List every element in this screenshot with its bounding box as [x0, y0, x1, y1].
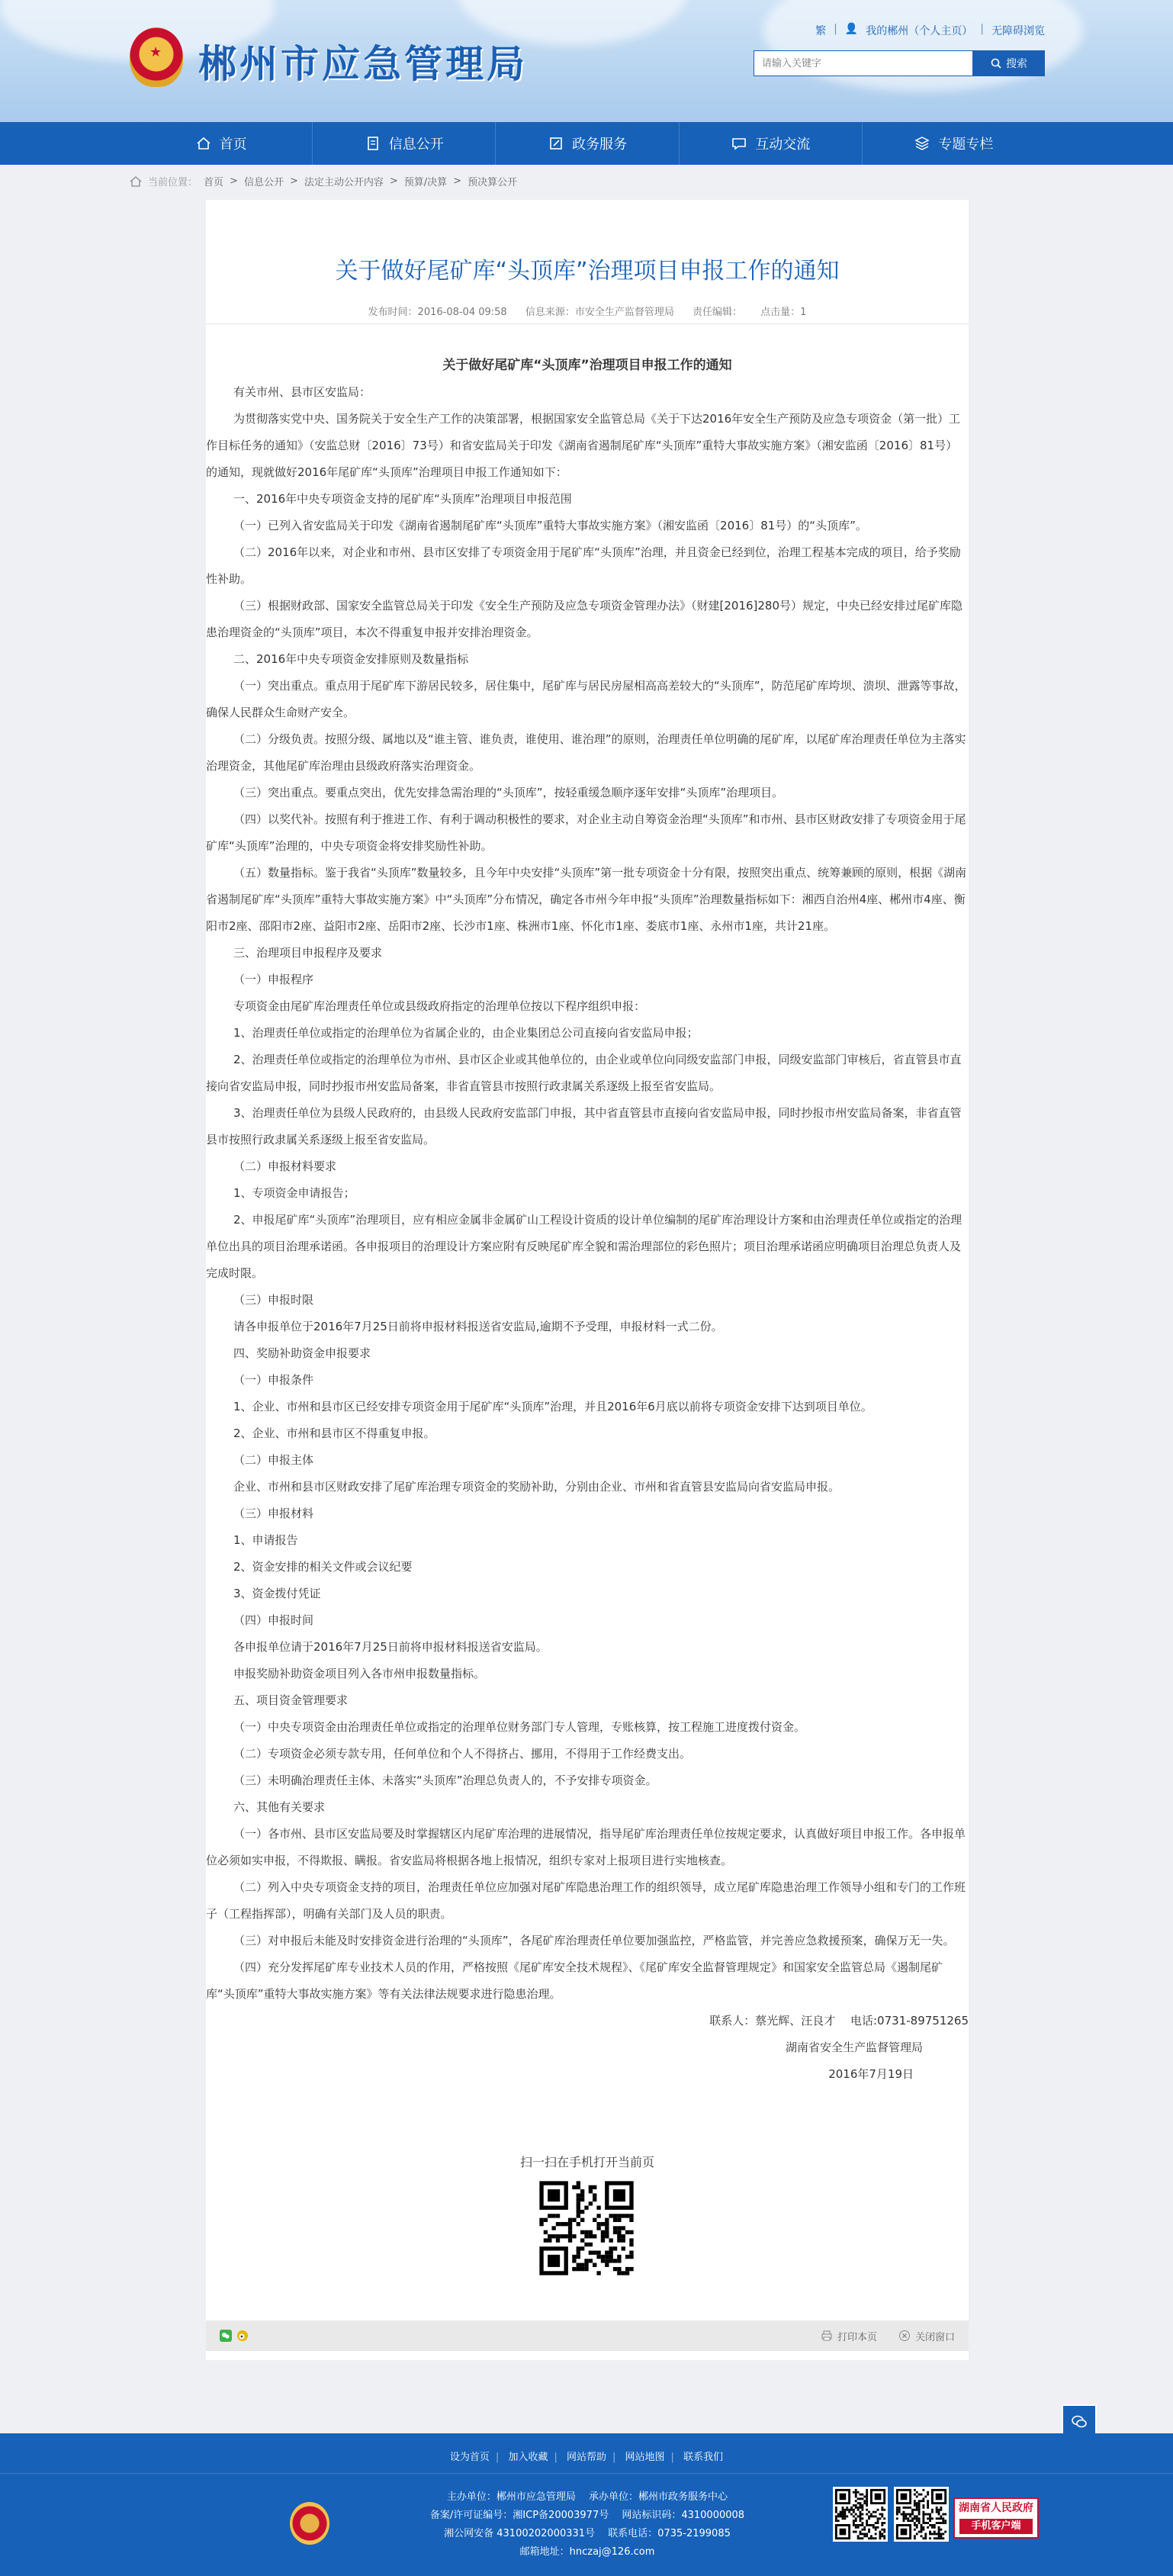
article-paragraph: 五、项目资金管理要求 — [233, 1693, 349, 1707]
signature-org: 湖南省安全生产监督管理局 — [785, 2041, 923, 2054]
footer-icp: 备案/许可证编号：湘ICP备20003977号 网站标识码：4310000008 — [429, 2510, 745, 2521]
article-paragraph: 请各申报单位于2016年7月25日前将申报材料报送省安监局,逾期不予受理，申报材料一式二份。 — [233, 1320, 723, 1333]
search-input[interactable] — [754, 50, 973, 76]
article-paragraph: 一、2016年中央专项资金支持的尾矿库“头顶库”治理项目申报范围 — [233, 492, 572, 506]
article-paragraph: 申报奖励补助资金项目列入各市州申报数量指标。 — [233, 1667, 486, 1680]
article-paragraph: （二）分级负责。按照分级、属地以及“谁主管、谁负责，谁使用、谁治理”的原则，治理责任单位明确的尾矿库，以尾矿库治理责任单位为主落实治理资金，其他尾矿库治理由县级政府落实治理资金。 — [206, 732, 966, 773]
info-source: 信息来源：市安全生产监督管理局 — [525, 307, 674, 318]
separator: | — [980, 23, 984, 35]
article-paragraph: （三）突出重点。要重点突出，优先安排急需治理的“头顶库”，按轻重缓急顺序逐年安排“头顶库”治理项目。 — [233, 786, 784, 799]
article-paragraph: （三）申报材料 — [233, 1507, 314, 1520]
nav-item-interaction[interactable] — [680, 122, 863, 165]
nav-item-home[interactable] — [130, 122, 313, 165]
toolbar-actions — [821, 2329, 955, 2343]
article-paragraph: 1、企业、市州和县市区已经安排专项资金用于尾矿库“头顶库”治理，并且2016年6月底以前将专项资金安排下达到项目单位。 — [233, 1400, 873, 1413]
article-paragraph: 企业、市州和县市区财政安排了尾矿库治理专项资金的奖励补助，分别由企业、市州和省直管县安监局向省安监局申报。 — [233, 1480, 840, 1494]
share-icons — [220, 2330, 249, 2342]
accessibility-link[interactable]: 无障碍浏览 — [991, 25, 1045, 37]
weibo-share-icon[interactable] — [236, 2330, 249, 2342]
layers-icon — [914, 135, 930, 152]
breadcrumb-item[interactable]: 首页 — [204, 177, 224, 188]
separator: | — [554, 2452, 558, 2463]
home-icon — [130, 176, 142, 187]
article-paragraph: 3、资金拨付凭证 — [233, 1587, 321, 1600]
article-body — [206, 352, 969, 2088]
body-title: 关于做好尾矿库“头顶库”治理项目申报工作的通知 — [442, 358, 732, 373]
hunan-gov-app-badge[interactable] — [953, 2497, 1039, 2539]
article-paragraph: （一）各市州、县市区安监局要及时掌握辖区内尾矿库治理的进展情况，指导尾矿库治理责任单位按规定要求，认真做好项目申报工作。各申报单位必须如实申报，不得欺报、瞒报。省安监局将根据各地上报情况，组织专家对上报项目进行实地核查。 — [206, 1827, 966, 1867]
article-paragraph: 1、申请报告 — [233, 1533, 298, 1547]
close-window-button[interactable] — [898, 2329, 955, 2343]
article-paragraph: 二、2016年中央专项资金安排原则及数量指标 — [233, 652, 469, 666]
nav-item-gov-services[interactable] — [496, 122, 679, 165]
breadcrumb-item[interactable]: 法定主动公开内容 — [304, 177, 384, 188]
separator: | — [834, 23, 837, 35]
paragraph-list — [206, 379, 969, 2008]
qr-caption: 扫一扫在手机打开当前页 — [519, 2155, 654, 2169]
article-title: 关于做好尾矿库“头顶库”治理项目申报工作的通知 — [335, 258, 840, 285]
qr-code-image — [535, 2177, 638, 2279]
wechat-share-icon[interactable] — [220, 2330, 232, 2342]
breadcrumb-separator: > — [453, 175, 462, 187]
article-paragraph: 四、奖励补助资金申报要求 — [233, 1346, 371, 1360]
article-paragraph: （五）数量指标。鉴于我省“头顶库”数量较多，且今年中央安排“头顶库”第一批专项资金十分有限，按照突出重点、统筹兼顾的原则，根据《湖南省遏制尾矿库“头顶库”重特大事故实施方案》中“头顶库”分布情况，确定各市州今年申报“头顶库”治理数量指标如下：湘西自治州4座、郴州市4座、衡阳市2座、邵阳市2座、益阳市2座、岳阳市2座、长沙市1座、株洲市1座、怀化市1座、娄底市1座、永州市1座，共计21座。 — [206, 866, 967, 933]
footer-link-help[interactable]: 网站帮助 — [566, 2452, 606, 2463]
article-paragraph: （三）根据财政部、国家安全监管总局关于印发《安全生产预防及应急专项资金管理办法》（财建[2016]280号）规定，中央已经安排过尾矿库隐患治理资金的“头顶库”项目，本次不得重复申报并安排治理资金。 — [206, 599, 963, 639]
gov-badge-title: 湖南省人民政府 — [959, 2502, 1033, 2514]
view-count: 点击量：1 — [760, 307, 807, 318]
breadcrumb-separator: > — [389, 175, 398, 187]
footer-host: 主办单位：郴州市应急管理局 承办单位：郴州市政务服务中心 — [446, 2491, 728, 2503]
article-paragraph: （一）申报条件 — [233, 1373, 314, 1387]
nav-label: 首页 — [219, 137, 247, 153]
article-paragraph: 2、资金安排的相关文件或会议纪要 — [233, 1560, 413, 1574]
breadcrumb-separator: > — [230, 175, 238, 187]
nav-label: 互动交流 — [755, 137, 811, 153]
nav-item-special-topics[interactable] — [863, 122, 1045, 165]
signature-date: 2016年7月19日 — [828, 2067, 914, 2081]
search-button[interactable] — [973, 50, 1045, 76]
footer-divider — [0, 2473, 1173, 2474]
site-title[interactable]: 郴州市应急管理局 — [198, 42, 528, 86]
article-paragraph: （二）申报主体 — [233, 1453, 314, 1467]
footer-info — [381, 2488, 793, 2562]
article-paragraph: （四）申报时间 — [233, 1613, 314, 1627]
footer-links — [0, 2449, 1173, 2463]
printer-icon — [821, 2330, 833, 2342]
article-paragraph: （三）对申报后未能及时安排资金进行治理的“头顶库”，各尾矿库治理责任单位要加强监控，严格监管，并完善应急救援预案，确保万无一失。 — [233, 1934, 955, 1947]
article-paragraph: （一）突出重点。重点用于尾矿库下游居民较多，居住集中，尾矿库与居民房屋相高高差较大的“头顶库”，防范尾矿库垮坝、溃坝、泄露等事故，确保人民群众生命财产安全。 — [206, 679, 966, 719]
article-paragraph: 六、其他有关要求 — [233, 1800, 326, 1814]
site-footer — [0, 2433, 1173, 2576]
traditional-chinese-link[interactable]: 繁 — [815, 25, 827, 37]
footer-link-favorite[interactable]: 加入收藏 — [508, 2452, 548, 2463]
article-paragraph: （三）未明确治理责任主体、未落实“头顶库”治理总负责人的，不予安排专项资金。 — [233, 1774, 657, 1787]
close-label: 关闭窗口 — [914, 2331, 955, 2343]
breadcrumb-item[interactable]: 预决算公开 — [468, 177, 518, 188]
gov-badge-subtitle: 手机客户端 — [959, 2519, 1033, 2534]
article-paragraph: （四）充分发挥尾矿库专业技术人员的作用，严格按照《尾矿库安全技术规程》、《尾矿库安全监督管理规定》和国家安全监管总局《遏制尾矿库“头顶库”重特大事故实施方案》等有关法律法规要求进行隐患治理。 — [206, 1960, 943, 2001]
party-gov-badge-icon[interactable] — [290, 2502, 329, 2545]
separator: | — [670, 2452, 674, 2463]
header-cloud — [763, 0, 1083, 92]
search-bar — [754, 50, 1045, 76]
nav-label: 政务服务 — [572, 137, 627, 153]
publish-date: 发布时间：2016-08-04 09:58 — [368, 307, 507, 318]
user-icon: 👤 — [844, 23, 859, 35]
breadcrumb-separator: > — [289, 175, 298, 187]
article-paragraph: 为贯彻落实党中央、国务院关于安全生产工作的决策部署，根据国家安全监管总局《关于下达2016年安全生产预防及应急专项资金（第一批）工作目标任务的通知》（安监总财〔2016〕73号）和省安监局关于印发《湖南省遏制尾矿库“头顶库”重特大事故实施方案》（湘安监函〔2016〕81号）的通知，现就做好2016年尾矿库“头顶库”治理项目申报工作通知如下： — [206, 412, 961, 479]
article-paragraph: （三）申报时限 — [233, 1293, 314, 1307]
article-paragraph: 1、治理责任单位或指定的治理单位为省属企业的，由企业集团总公司直接向省安监局申报； — [233, 1026, 699, 1040]
article-paragraph: （一）申报程序 — [233, 973, 314, 986]
breadcrumb — [130, 174, 517, 188]
article-toolbar — [206, 2320, 969, 2351]
breadcrumb-item[interactable]: 预算/决算 — [403, 177, 448, 188]
wechat-icon — [1070, 2413, 1088, 2431]
article-paragraph: （二）列入中央专项资金支持的项目，治理责任单位应加强对尾矿库隐患治理工作的组织领导，成立尾矿库隐患治理工作领导小组和专门的工作班子（工程指挥部），明确有关部门及人员的职责。 — [206, 1880, 966, 1921]
site-header — [0, 0, 1173, 122]
document-icon — [365, 135, 381, 152]
footer-email: 邮箱地址：hnczaj@126.com — [519, 2546, 655, 2558]
footer-qr-code — [833, 2487, 888, 2542]
national-emblem-logo[interactable]: ★ — [130, 27, 183, 87]
footer-police: 湘公网安备 43100202000331号 联系电话：0735-2199085 — [444, 2528, 731, 2539]
edit-icon — [548, 135, 564, 152]
article-paragraph: 三、治理项目申报程序及要求 — [233, 946, 383, 960]
article-paragraph: 有关市州、县市区安监局： — [233, 385, 371, 399]
article-paragraph: 1、专项资金申请报告； — [233, 1186, 355, 1200]
article-paragraph: 2、企业、市州和县市区不得重复申报。 — [233, 1426, 435, 1440]
search-button-label: 搜索 — [1006, 58, 1027, 70]
article-paragraph: 各申报单位请于2016年7月25日前将申报材料报送省安监局。 — [233, 1640, 548, 1654]
article-paragraph: 2、申报尾矿库“头顶库”治理项目，应有相应金属非金属矿山工程设计资质的设计单位编制的尾矿库治理设计方案和由治理责任单位或指定的治理单位出具的项目治理承诺函。各申报项目的治理设计方案应附有反映尾矿库全貌和需治理部位的彩色照片；项目治理承诺函应明确项目治理总负责人及完成时限。 — [206, 1213, 963, 1280]
separator: | — [495, 2452, 500, 2463]
nav-label: 信息公开 — [388, 137, 444, 153]
chat-icon — [731, 135, 747, 152]
footer-link-sitemap[interactable]: 网站地图 — [625, 2452, 665, 2463]
article-paragraph: 专项资金由尾矿库治理责任单位或县级政府指定的治理单位按以下程序组织申报： — [233, 999, 646, 1013]
top-links — [815, 23, 1045, 38]
footer-qr-code — [894, 2487, 949, 2542]
close-icon — [898, 2330, 911, 2342]
article-paragraph: 3、治理责任单位为县级人民政府的，由县级人民政府安监部门申报，其中省直管县市直接向省安监局申报，同时抄报市州安监局备案，非省直管县市按照行政隶属关系逐级上报至省安监局。 — [206, 1106, 962, 1146]
article-card — [206, 200, 969, 2360]
print-button[interactable] — [821, 2329, 877, 2343]
article-paragraph: （二）2016年以来，对企业和市州、县市区安排了专项资金用于尾矿库“头顶库”治理，并且资金已经到位，治理工程基本完成的项目，给予奖励性补助。 — [206, 545, 961, 586]
separator: | — [612, 2452, 616, 2463]
nav-label: 专题专栏 — [938, 137, 994, 153]
editor: 责任编辑： — [693, 307, 743, 318]
article-paragraph: （一）中央专项资金由治理责任单位或指定的治理单位财务部门专人管理，专账核算，按工程施工进度拨付资金。 — [233, 1720, 806, 1734]
home-icon — [195, 135, 212, 152]
article-paragraph: （一）已列入省安监局关于印发《湖南省遏制尾矿库“头顶库”重特大事故实施方案》（湘安监函〔2016〕81号）的“头顶库”。 — [233, 519, 867, 532]
main-nav — [0, 122, 1173, 165]
article-paragraph: （二）申报材料要求 — [233, 1159, 337, 1173]
print-label: 打印本页 — [837, 2331, 877, 2343]
breadcrumb-item[interactable]: 信息公开 — [243, 177, 284, 188]
footer-link-contact[interactable]: 联系我们 — [683, 2452, 724, 2463]
article-meta — [206, 304, 969, 318]
personal-home-link[interactable]: 我的郴州（个人主页） — [866, 25, 973, 37]
search-icon — [991, 58, 1001, 69]
breadcrumb-prefix: 当前位置： — [148, 177, 198, 188]
contact-line: 联系人：蔡光辉、汪良才 电话:0731-89751265 — [709, 2014, 969, 2028]
article-paragraph: 2、治理责任单位或指定的治理单位为市州、县市区企业或其他单位的，由企业或单位向同级安监部门申报，同级安监部门审核后，省直管县市直接向省安监局申报，同时抄报市州安监局备案，非省直管县市按照行政隶属关系逐级上报至省安监局。 — [206, 1053, 962, 1093]
nav-item-info-disclosure[interactable] — [313, 122, 496, 165]
article-paragraph: （二）专项资金必须专款专用，任何单位和个人不得挤占、挪用，不得用于工作经费支出。 — [233, 1747, 692, 1761]
article-paragraph: （四）以奖代补。按照有利于推进工作、有利于调动积极性的要求，对企业主动自筹资金治理“头顶库”和市州、县市区财政安排了专项资金用于尾矿库“头顶库”治理的，中央专项资金将安排奖励性补助。 — [206, 812, 966, 853]
footer-link-home[interactable]: 设为首页 — [449, 2452, 490, 2463]
divider — [206, 323, 969, 324]
